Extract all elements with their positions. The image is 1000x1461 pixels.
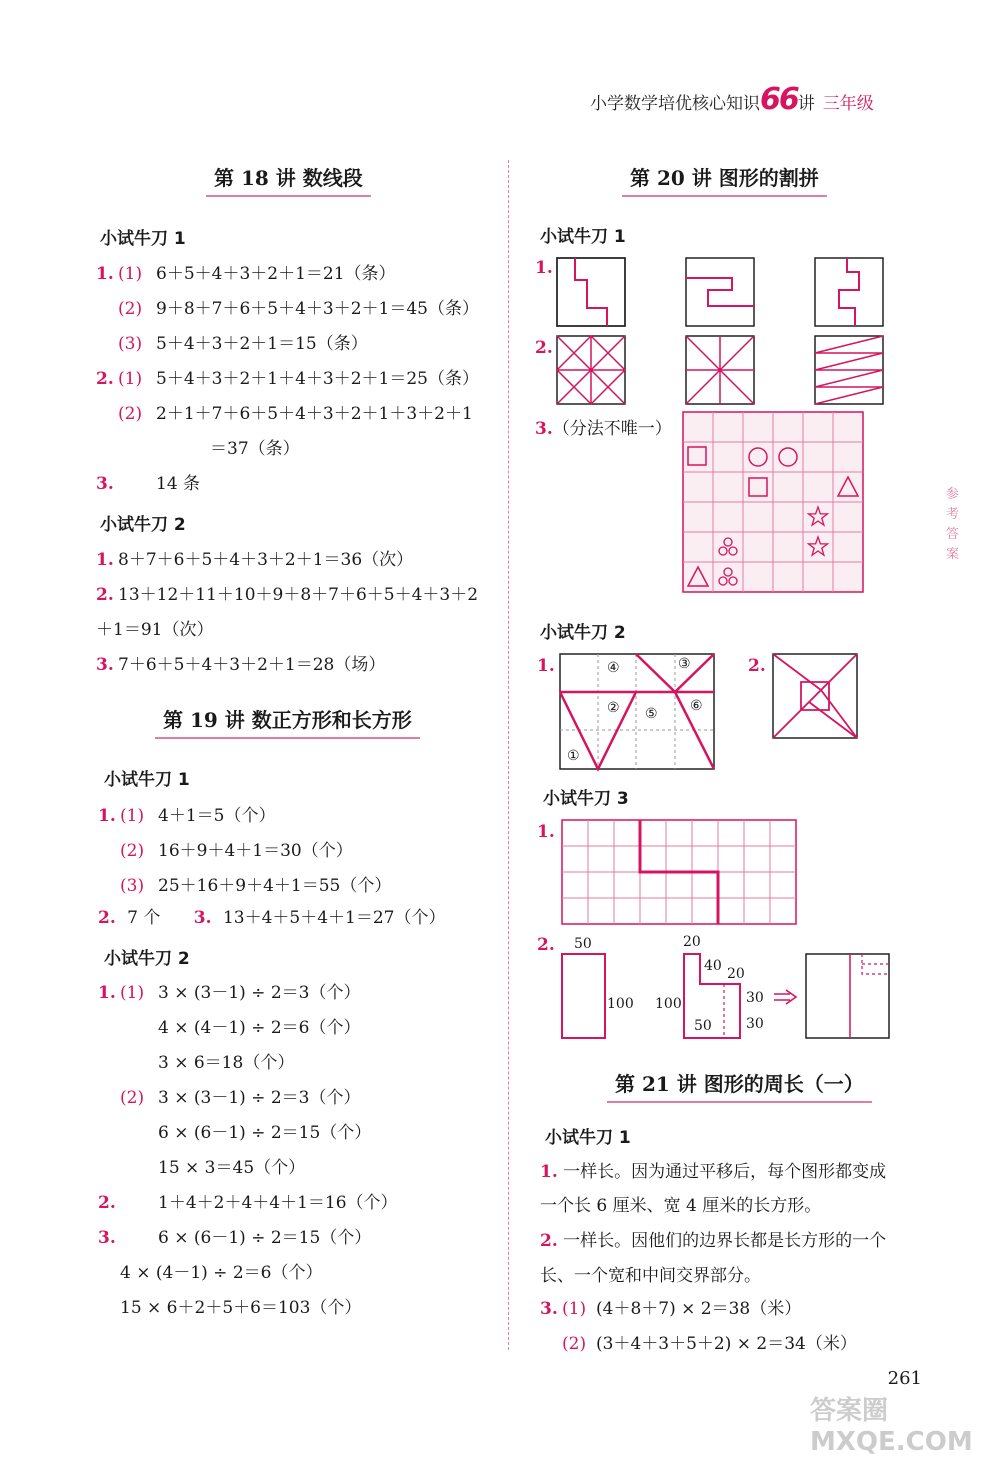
section-title: 小试牛刀 1	[545, 1128, 631, 1148]
dimension-label: 20	[683, 934, 701, 950]
l-shape-figure	[684, 954, 744, 1039]
question-number: 3.	[193, 908, 212, 928]
dimension-label: 50	[574, 936, 592, 952]
answer-text: 6 × (6－1) ÷ 2＝15（个）	[158, 1123, 372, 1143]
dimension-label: 20	[727, 966, 745, 982]
header-number: 66	[760, 82, 798, 117]
question-number: 1.	[96, 264, 114, 284]
question-number: 3.	[535, 419, 553, 439]
answer-line	[98, 801, 275, 826]
answer-line	[98, 1013, 360, 1038]
cut-figure-3	[815, 258, 885, 328]
answer-text: 16＋9＋4＋1＝30（个）	[158, 841, 353, 861]
answer-line	[535, 414, 672, 439]
answer-text: 13＋4＋5＋4＋1＝27（个）	[222, 908, 446, 928]
answer-line	[540, 1329, 857, 1354]
note-text: （分法不唯一）	[552, 419, 672, 439]
side-char: 案	[946, 547, 960, 562]
question-number: 1.	[98, 806, 116, 826]
answer-text: 一样长。因为通过平移后，每个图形都变成	[563, 1162, 887, 1182]
sub-number: (3)	[120, 876, 145, 896]
answer-text: (3＋4＋3＋5＋2) × 2＝34（米）	[596, 1334, 857, 1354]
answer-text: 3 × (3－1) ÷ 2＝3（个）	[158, 1088, 361, 1108]
side-char: 参	[946, 487, 960, 502]
header-title: 小学数学培优核心知识	[590, 94, 760, 114]
question-number: 3.	[540, 1299, 558, 1319]
answer-line	[96, 294, 479, 319]
answer-text: 4＋1＝5（个）	[158, 806, 276, 826]
side-char: 答	[946, 527, 960, 542]
answer-text: ＝37（条）	[210, 439, 300, 459]
answer-line	[98, 1083, 360, 1108]
dimension-label: 100	[607, 996, 634, 1012]
answer-text: 一个长 6 厘米、宽 4 厘米的长方形。	[540, 1196, 822, 1216]
answer-text: 5＋4＋3＋2＋1＝15（条）	[156, 334, 368, 354]
question-number: 3.	[96, 655, 114, 675]
dimension-label: 100	[655, 996, 682, 1012]
answer-text: ＋1＝91（次）	[96, 620, 214, 640]
dimension-label: 40	[704, 958, 722, 974]
answer-text: 长、一个宽和中间交界部分。	[540, 1266, 761, 1286]
answer-text: 5＋4＋3＋2＋1＋4＋3＋2＋1＝25（条）	[156, 369, 479, 389]
answer-line	[98, 1293, 361, 1318]
cut-figure-5	[686, 336, 756, 406]
section-title: 小试牛刀 1	[100, 229, 186, 249]
answer-text: (4＋8＋7) × 2＝38（米）	[596, 1299, 802, 1319]
side-char: 考	[946, 507, 960, 522]
answer-line	[98, 1153, 305, 1178]
question-number: 2.	[98, 1193, 116, 1213]
sub-number: (2)	[118, 299, 143, 319]
answer-line	[96, 399, 473, 424]
answer-text: 4 × (4－1) ÷ 2＝6（个）	[158, 1018, 361, 1038]
answer-line	[96, 364, 479, 389]
sub-number: (2)	[120, 1088, 145, 1108]
section-title: 小试牛刀 3	[543, 789, 629, 809]
sub-number: (1)	[120, 806, 145, 826]
question-number: 2.	[96, 585, 114, 605]
answer-line	[98, 1188, 398, 1213]
sub-number: (2)	[120, 841, 145, 861]
answer-line	[540, 1191, 821, 1216]
cut-figure-2	[686, 258, 756, 328]
cut-figure-6	[815, 336, 885, 406]
dimension-label: 50	[694, 1018, 712, 1034]
section-title: 小试牛刀 2	[104, 949, 190, 969]
arrow-icon	[774, 990, 798, 1004]
piece-label: ⑥	[690, 698, 703, 714]
answer-line	[98, 1118, 371, 1143]
answer-line	[98, 978, 360, 1003]
page-number: 261	[887, 1368, 922, 1389]
section-title: 小试牛刀 1	[540, 227, 626, 247]
dimension-label: 30	[746, 990, 764, 1006]
header-grade: 三年级	[822, 94, 874, 114]
answer-text: 8＋7＋6＋5＋4＋3＋2＋1＝36（次）	[118, 550, 414, 570]
shape-division-grid	[683, 412, 863, 598]
answer-line	[96, 580, 478, 605]
question-number: 3.	[98, 1228, 116, 1248]
side-label	[946, 485, 966, 565]
chapter-18-title: 第 18 讲 数线段	[214, 162, 363, 191]
section-title: 小试牛刀 2	[100, 515, 186, 535]
cut-figure-4	[557, 336, 627, 406]
answer-text: 15 × 6＋2＋5＋6＝103（个）	[120, 1298, 362, 1318]
sub-number: (3)	[118, 334, 143, 354]
answer-line	[98, 903, 445, 928]
answer-text: 7 个	[127, 908, 161, 928]
answer-line	[96, 469, 200, 494]
sub-number: (1)	[120, 983, 145, 1003]
running-header	[590, 82, 874, 117]
piece-label: ④	[607, 660, 620, 676]
answer-line	[96, 259, 396, 284]
question-number: 2.	[537, 935, 555, 955]
header-suffix: 讲	[797, 94, 815, 114]
question-number: 1.	[535, 258, 553, 278]
piece-label: ⑤	[645, 706, 658, 722]
answer-text: 4 × (4－1) ÷ 2＝6（个）	[120, 1263, 323, 1283]
question-number: 2.	[96, 369, 114, 389]
piece-label: ②	[607, 700, 620, 716]
answer-text: 25＋16＋9＋4＋1＝55（个）	[158, 876, 392, 896]
question-number: 1.	[96, 550, 114, 570]
answer-text: 6＋5＋4＋3＋2＋1＝21（条）	[156, 264, 396, 284]
rectangle-50x100	[562, 954, 607, 1039]
chapter-21-title: 第 21 讲 图形的周长（一）	[615, 1068, 864, 1097]
question-number: 1.	[98, 983, 116, 1003]
answer-text: 2＋1＋7＋6＋5＋4＋3＋2＋1＋3＋2＋1	[156, 404, 473, 424]
answer-line	[96, 545, 413, 570]
answer-line	[98, 1048, 294, 1073]
sub-number: (1)	[118, 264, 143, 284]
answer-line	[540, 1294, 801, 1319]
question-number: 1.	[537, 822, 555, 842]
sub-number: (2)	[118, 404, 143, 424]
question-number: 1.	[540, 1162, 558, 1182]
division-grid	[562, 820, 802, 926]
watermark: 答案圈 MXQE.COM	[810, 1396, 973, 1457]
answer-line	[540, 1226, 886, 1251]
pinwheel-figure	[773, 654, 858, 739]
question-number: 2.	[540, 1231, 558, 1251]
composite-rectangle	[806, 954, 891, 1039]
chapter-19-title: 第 19 讲 数正方形和长方形	[163, 704, 412, 733]
answer-line	[98, 871, 391, 896]
answer-line	[96, 615, 213, 640]
sub-number: (1)	[562, 1299, 587, 1319]
answer-line	[98, 836, 353, 861]
answer-line	[540, 1261, 761, 1286]
answer-line	[98, 1223, 371, 1248]
answer-line	[96, 329, 368, 354]
sub-number: (2)	[562, 1334, 587, 1354]
question-number: 1.	[537, 656, 555, 676]
question-number: 2.	[98, 908, 116, 928]
question-number: 2.	[748, 656, 766, 676]
piece-label: ③	[678, 656, 691, 672]
answer-text: 13＋12＋11＋10＋9＋8＋7＋6＋5＋4＋3＋2	[118, 585, 479, 605]
answer-text: 3 × 6＝18（个）	[158, 1053, 295, 1073]
answer-text: 1＋4＋2＋4＋4＋1＝16（个）	[158, 1193, 398, 1213]
answer-text: 7＋6＋5＋4＋3＋2＋1＝28（场）	[118, 655, 386, 675]
answer-text: 一样长。因他们的边界长都是长方形的一个	[563, 1231, 887, 1251]
question-number: 3.	[96, 474, 114, 494]
column-divider	[508, 160, 509, 1350]
answer-text: 15 × 3＝45（个）	[158, 1158, 306, 1178]
answer-text: 3 × (3－1) ÷ 2＝3（个）	[158, 983, 361, 1003]
piece-label: ①	[567, 748, 580, 764]
cut-figure-1	[557, 258, 627, 328]
answer-line	[150, 434, 300, 459]
section-title: 小试牛刀 2	[540, 623, 626, 643]
answer-line	[96, 650, 385, 675]
answer-text: 9＋8＋7＋6＋5＋4＋3＋2＋1＝45（条）	[156, 299, 479, 319]
dimension-label: 30	[746, 1016, 764, 1032]
question-number: 2.	[535, 338, 553, 358]
answer-text: 6 × (6－1) ÷ 2＝15（个）	[158, 1228, 372, 1248]
answer-line	[540, 1157, 886, 1182]
chapter-20-title: 第 20 讲 图形的割拼	[630, 162, 819, 191]
answer-text: 14 条	[156, 474, 201, 494]
answer-line	[98, 1258, 322, 1283]
sub-number: (1)	[118, 369, 143, 389]
section-title: 小试牛刀 1	[104, 770, 190, 790]
